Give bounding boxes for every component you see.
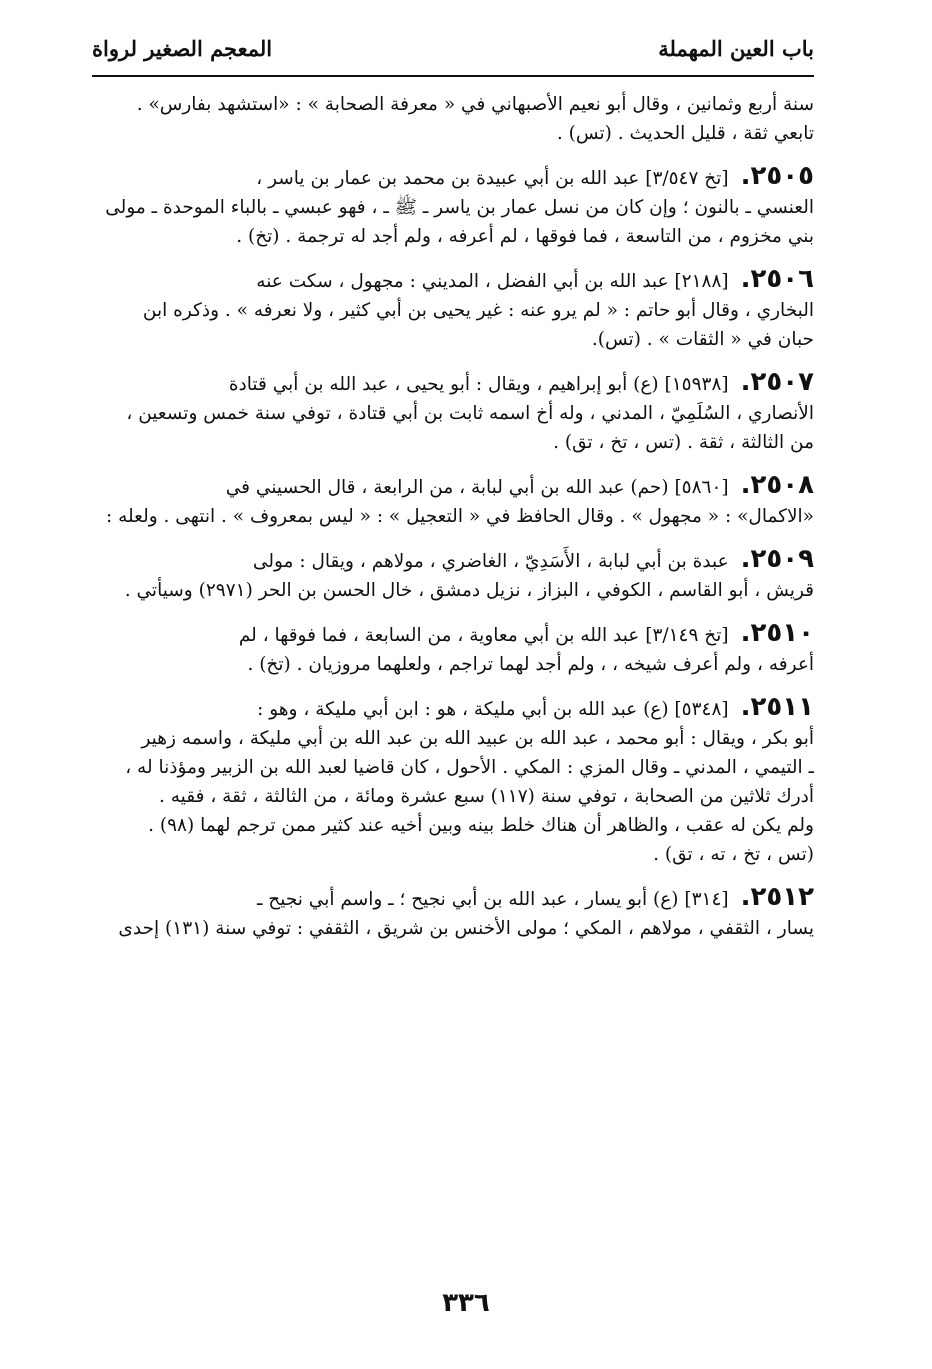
entry: [92, 368, 814, 457]
entry-text: البخاري ، وقال أبو حاتم : « لم يرو عنه : غير يحيى بن أبي كثير ، ولا نعرفه » . وذكره ابن: [142, 300, 814, 321]
entry-text: (تس ، تخ ، ته ، تق) .: [653, 844, 814, 865]
intro-line: سنة أربع وثمانين ، وقال أبو نعيم الأصبهاني في « معرفة الصحابة » : «استشهد بفارس» .: [136, 94, 814, 115]
entry-text: [تخ ٣/١٤٩] عبد الله بن أبي معاوية ، من السابعة ، فما فوقها ، لم: [238, 625, 729, 646]
entry: [92, 545, 814, 605]
book-title: المعجم الصغير لرواة: [92, 36, 273, 61]
intro-line: تابعي ثقة ، قليل الحديث . (تس) .: [556, 123, 814, 144]
entry: [92, 265, 814, 354]
entry-text: [٢١٨٨] عبد الله بن أبي الفضل ، المديني : مجهول ، سكت عنه: [256, 271, 729, 292]
entry: [92, 162, 814, 251]
page-body: [92, 90, 814, 943]
entry-text: من الثالثة ، ثقة . (تس ، تخ ، تق) .: [553, 432, 814, 453]
entry-number: ٢٥١١.: [740, 693, 814, 722]
entry-number: ٢٥٠٦.: [740, 265, 814, 294]
entry: [92, 619, 814, 679]
entry-text: قريش ، أبو القاسم ، الكوفي ، البزاز ، نزيل دمشق ، خال الحسن بن الحر (٢٩٧١) وسيأتي .: [124, 580, 814, 601]
entry-number: ٢٥٠٩.: [740, 545, 814, 574]
entry-text: يسار ، الثقفي ، مولاهم ، المكي ؛ مولى الأخنس بن شريق ، الثقفي : توفي سنة (١٣١) إحدى: [118, 918, 814, 939]
entry-text: ولم يكن له عقب ، والظاهر أن هناك خلط بينه وبين أخيه عند كثير ممن ترجم لهما (٩٨) .: [148, 815, 814, 836]
entry-number: ٢٥١٠.: [740, 619, 814, 648]
entry: [92, 883, 814, 943]
entry-text: [تخ ٣/٥٤٧] عبد الله بن أبي عبيدة بن محمد بن عمار بن ياسر ،: [256, 168, 729, 189]
header-rule: [92, 75, 814, 77]
entry-text: [١٥٩٣٨] (ع) أبو إبراهيم ، ويقال : أبو يحيى ، عبد الله بن أبي قتادة: [228, 374, 729, 395]
entry-text: ـ التيمي ، المدني ـ وقال المزي : المكي . الأحول ، كان قاضيا لعبد الله بن الزبير ومؤذنا له ،: [125, 757, 814, 778]
entry-text: أدرك ثلاثين من الصحابة ، توفي سنة (١١٧) سبع عشرة ومائة ، من الثالثة ، ثقة ، فقيه .: [158, 786, 814, 807]
entry-text: [٣١٤] (ع) أبو يسار ، عبد الله بن أبي نجيح ؛ ـ واسم أبي نجيح ـ: [257, 889, 729, 910]
running-header: [92, 30, 814, 70]
entry-number: ٢٥٠٥.: [740, 162, 814, 191]
entry-text: أبو بكر ، ويقال : أبو محمد ، عبد الله بن عبيد الله بن عبد الله بن أبي مليكة ، واسمه زهير: [141, 728, 814, 749]
page-number: ٣٣٦: [442, 1288, 490, 1318]
entry-text: أعرفه ، ولم أعرف شيخه ، ، ولم أجد لهما تراجم ، ولعلهما مروزيان . (تخ) .: [247, 654, 814, 675]
entry-number: ٢٥١٢.: [740, 883, 814, 912]
entry-text: عبدة بن أبي لبابة ، الأَسَدِيّ ، الغاضري ، مولاهم ، ويقال : مولى: [252, 551, 729, 572]
entry-text: «الاكمال» : « مجهول » . وقال الحافظ في « التعجيل » : « ليس بمعروف » . انتهى . ولعله :: [106, 506, 814, 527]
entry-text: [٥٨٦٠] (حم) عبد الله بن أبي لبابة ، من الرابعة ، قال الحسيني في: [225, 477, 729, 498]
entry-number: ٢٥٠٧.: [740, 368, 814, 397]
entry-text: حبان في « الثقات » . (تس).: [591, 329, 814, 350]
entry-number: ٢٥٠٨.: [740, 471, 814, 500]
chapter-title: باب العين المهملة: [658, 36, 814, 61]
entry: [92, 693, 814, 869]
entry: [92, 471, 814, 531]
entry-text: العنسي ـ بالنون ؛ وإن كان من نسل عمار بن ياسر ـ ﷺ ـ ، فهو عبسي ـ بالباء الموحدة ـ مولى: [105, 197, 814, 218]
entry-text: [٥٣٤٨] (ع) عبد الله بن أبي مليكة ، هو : ابن أبي مليكة ، وهو :: [257, 699, 729, 720]
entry-text: الأنصاري ، السُلَمِيّ ، المدني ، وله أخ اسمه ثابت بن أبي قتادة ، توفي سنة خمس وتسعين ،: [126, 403, 814, 424]
entry-text: بني مخزوم ، من التاسعة ، فما فوقها ، لم أعرفه ، ولم أجد له ترجمة . (تخ) .: [236, 226, 814, 247]
